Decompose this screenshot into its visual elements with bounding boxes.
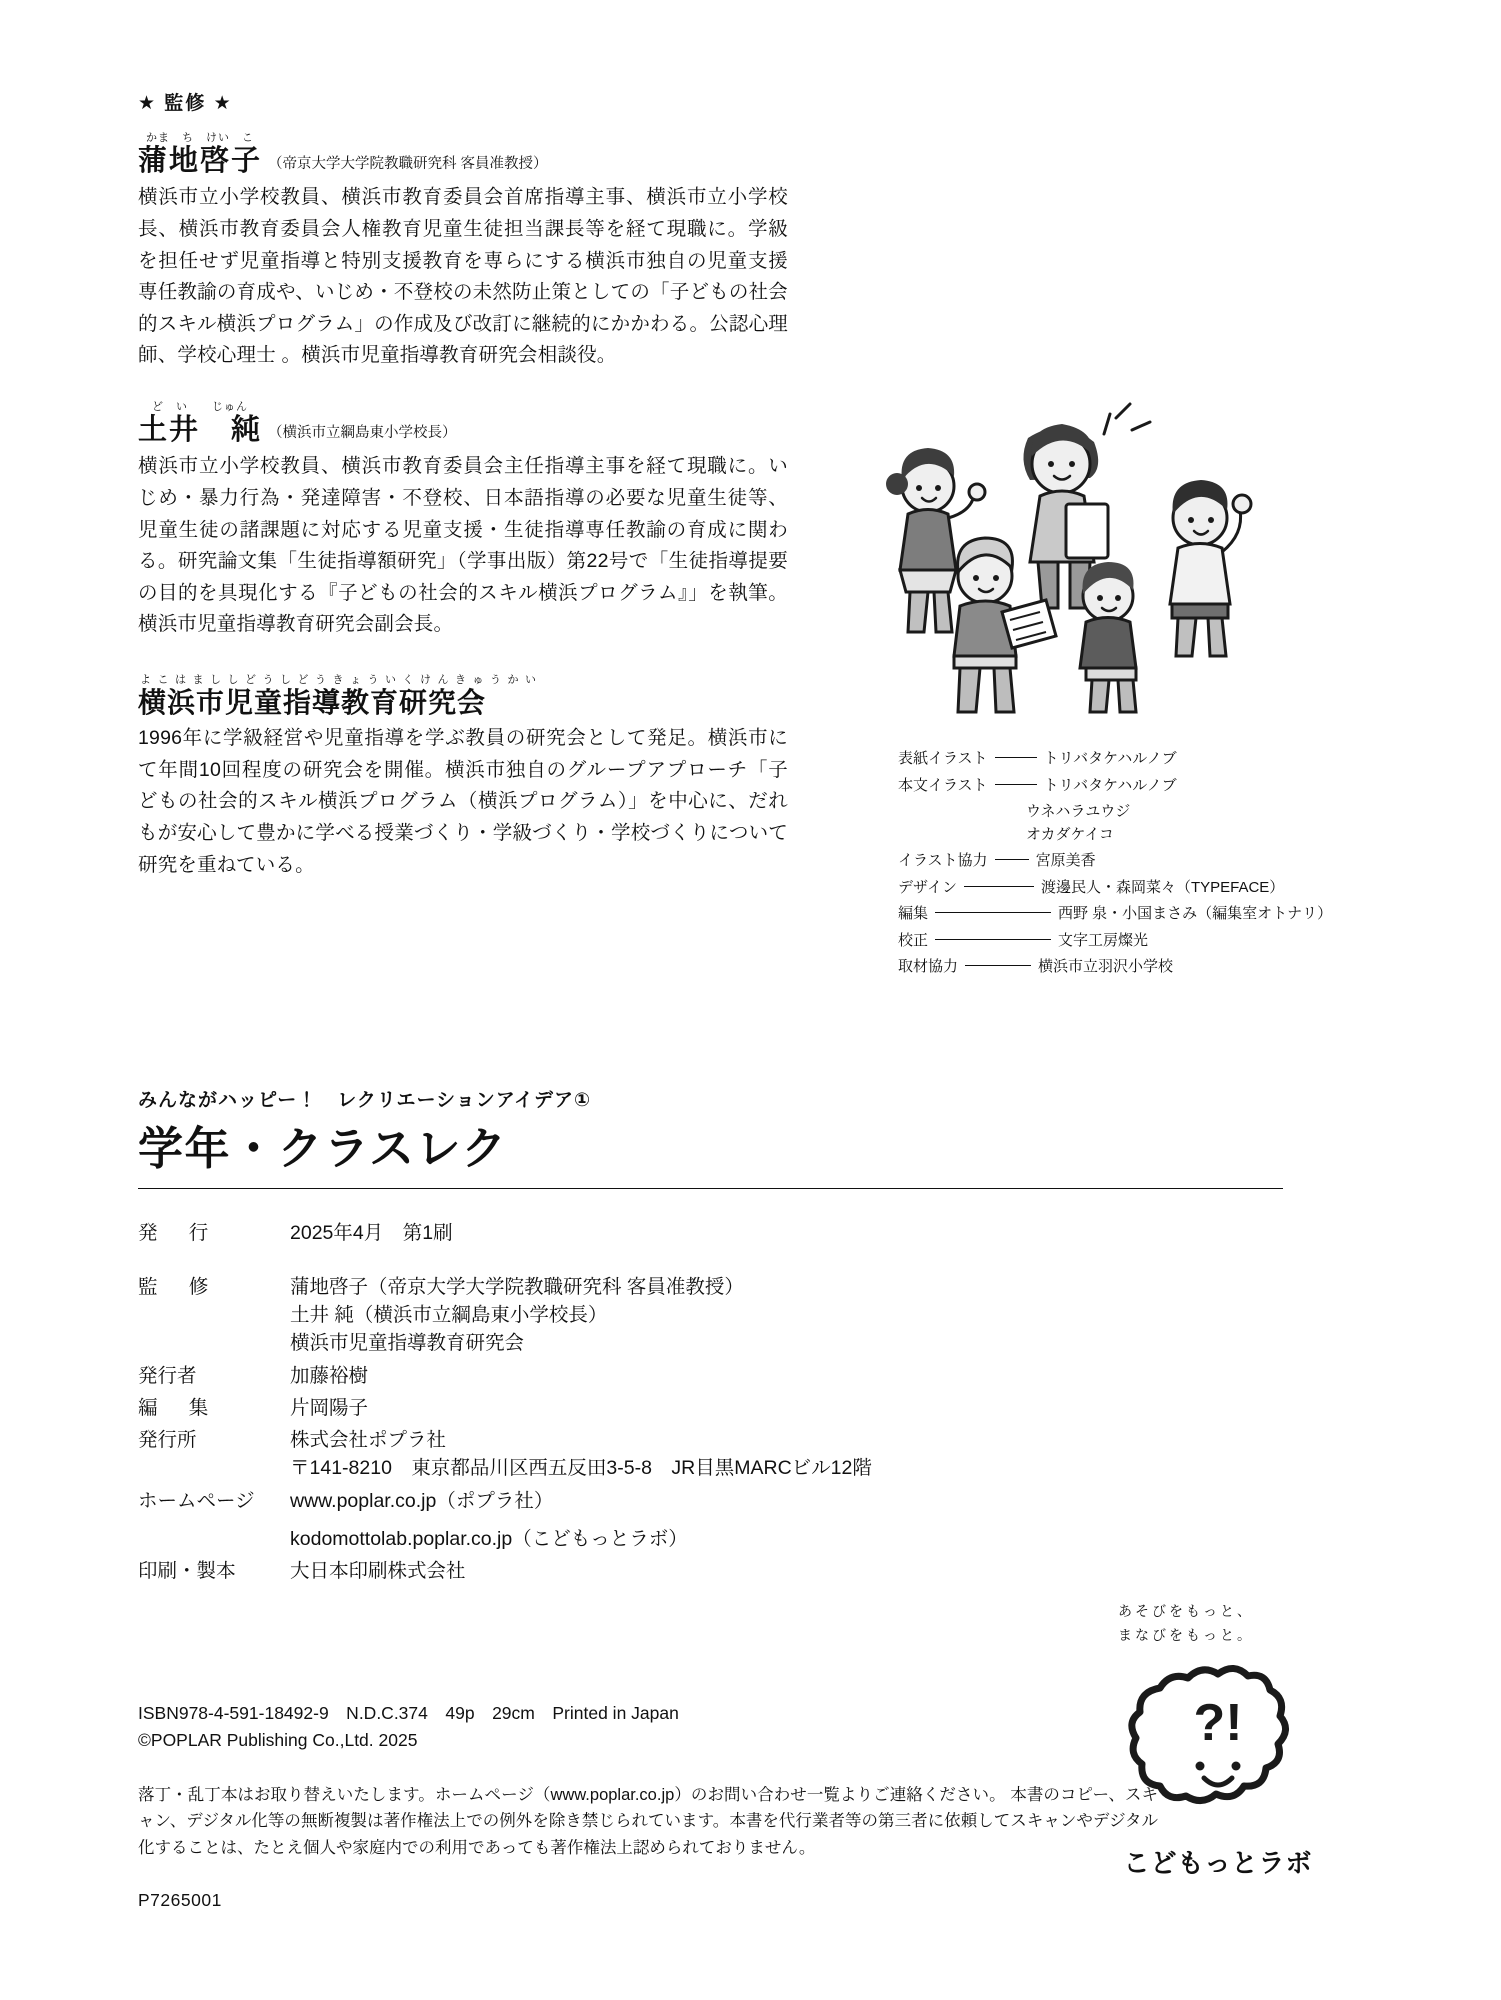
ruby-group — [138, 133, 262, 176]
credit-label: 表紙イラスト — [898, 750, 988, 767]
credit-row — [898, 775, 1378, 798]
series-label: みんながハッピー！ レクリエーションアイデア① — [138, 1090, 592, 1111]
dash-rule — [964, 877, 1034, 887]
credit-row — [898, 877, 1378, 900]
credit-label: イラスト協力 — [898, 852, 988, 869]
homepage-link[interactable]: www.poplar.co.jp（ポプラ社） — [290, 1489, 554, 1512]
supervisor-name-row — [138, 133, 788, 176]
logo-tagline-line2: まなびをもっと。 — [1118, 1626, 1254, 1643]
credit-value: トリバタケハルノブ — [1043, 776, 1177, 794]
credit-value: 文字工房燦光 — [1058, 931, 1149, 949]
credit-label: 校正 — [898, 931, 929, 949]
credit-subvalue: ウネハラユウジ — [1026, 803, 1131, 820]
detail-label: 監 修 — [138, 1275, 215, 1298]
research-group-name: 横浜市児童指導教育研究会 — [138, 686, 487, 718]
detail-row — [138, 1487, 1278, 1554]
detail-label: 発 行 — [138, 1221, 215, 1244]
detail-row — [138, 1557, 1278, 1585]
dash-rule — [995, 850, 1029, 860]
legal-notice: 落丁・乱丁本はお取り替えいたします。ホームページ（www.poplar.co.jp）のお問い合わせ一覧よりご連絡ください。 本書のコピー、スキャン、デジタル化等の無断複製は著作権法上での例外を除き禁じられています。本書を代行業者等の第三者に依頼してスキャンやデジタル化することは、たとえ個人や家庭内での利用であっても著作権法上認められておりません。 — [138, 1786, 1158, 1857]
detail-value-sub: 〒141-8210 東京都品川区西五反田3-5-8 JR目黒MARCビル12階 — [290, 1457, 872, 1480]
supervisors-heading: ★ 監修 ★ — [138, 93, 233, 114]
book-title: 学年・クラスレク — [138, 1123, 508, 1174]
children-illustration — [880, 400, 1300, 720]
group-ruby-text: よこはまししどうしどうきょういくけんきゅうかい — [140, 673, 543, 686]
credit-row — [898, 930, 1378, 953]
detail-label: 印刷・製本 — [138, 1560, 236, 1583]
credit-row — [898, 850, 1378, 873]
logo-name: こどもっとラボ — [1123, 1847, 1313, 1878]
dash-rule — [935, 903, 1051, 913]
credit-label: 編集 — [898, 905, 929, 922]
credit-label: 取材協力 — [898, 958, 959, 975]
detail-value-main: 株式会社ポプラ社 — [290, 1429, 447, 1452]
credit-row — [898, 748, 1378, 771]
supervisors-section — [138, 88, 788, 881]
supervisor-name: 蒲地啓子 — [138, 145, 263, 177]
detail-row — [138, 1426, 1278, 1483]
detail-value-main: 蒲地啓子（帝京大学大学院教職研究科 客員准教授） — [290, 1275, 744, 1298]
credit-value: 横浜市立羽沢小学校 — [1038, 958, 1174, 975]
supervisor-affiliation: （帝京大学大学院教職研究科 客員准教授） — [268, 156, 548, 173]
detail-row — [138, 1273, 1278, 1358]
logo-tagline — [1118, 1600, 1328, 1648]
dash-rule — [995, 748, 1037, 758]
credit-value: トリバタケハルノブ — [1043, 750, 1177, 767]
supervisor-entry — [138, 402, 788, 641]
research-group-entry — [138, 671, 788, 881]
copyright-line: ©POPLAR Publishing Co.,Ltd. 2025 — [138, 1730, 418, 1751]
detail-label: ホームページ — [138, 1489, 255, 1512]
ruby-group — [138, 402, 262, 445]
divider — [138, 1188, 1283, 1189]
publication-details — [138, 1219, 1278, 1586]
credit-value: 渡邊民人・森岡菜々（TYPEFACE） — [1040, 878, 1285, 896]
isbn-block — [138, 1700, 679, 1754]
isbn-line: ISBN978-4-591-18492-9 N.D.C.374 49p 29cm Printed in Japan — [138, 1703, 679, 1723]
detail-label: 編 集 — [138, 1396, 215, 1419]
detail-label: 発行者 — [138, 1364, 197, 1387]
detail-value: 片岡陽子 — [290, 1396, 369, 1419]
ruby-text: かま ち けい こ — [146, 132, 254, 144]
detail-value — [290, 1487, 1278, 1554]
research-group-bio: 1996年に学級経営や児童指導を学ぶ教員の研究会として発足。横浜市にて年間10回程度の研究会を開催。横浜市独自のグループアプローチ「子どもの社会的スキル横浜プログラム（横浜プログラム）」を中心に、だれもが安心して豊かに学べる授業づくり・学級づくり・学校づくりについて研究を重ねている。 — [138, 727, 788, 876]
detail-value: 2025年4月 第1刷 — [290, 1221, 453, 1244]
detail-value-sub: 土井 純（横浜市立綱島東小学校長） — [290, 1304, 608, 1327]
credit-label: デザイン — [898, 878, 957, 896]
colophon-section — [138, 1085, 1278, 1589]
credit-label: 本文イラスト — [898, 776, 988, 794]
detail-value — [290, 1273, 1278, 1358]
supervisor-bio: 横浜市立小学校教員、横浜市教育委員会首席指導主事、横浜市立小学校長、横浜市教育委員会人権教育児童生徒担当課長等を経て現職に。学級を担任せず児童指導と特別支援教育を専らにする横浜市独自の児童支援専任教諭の育成や、いじめ・不登校の未然防止策としての「子どもの社会的スキル横浜プログラム」の作成及び改訂に継続的にかかわる。公認心理師、学校心理士 。横浜市児童指導教育研究会相談役。 — [138, 186, 788, 367]
publisher-logo — [1108, 1600, 1328, 1880]
blob-mark-icon — [1118, 1662, 1318, 1832]
detail-value-sub: 横浜市児童指導教育研究会 — [290, 1332, 525, 1355]
detail-row — [138, 1394, 1278, 1422]
question-exclaim-glyph: ?! — [1193, 1693, 1243, 1752]
ruby-text: ど い じゅん — [152, 400, 248, 413]
spacer — [138, 641, 788, 671]
supervisor-entry — [138, 133, 788, 372]
credit-row — [898, 956, 1378, 979]
supervisor-bio: 横浜市立小学校教員、横浜市教育委員会主任指導主事を経て現職に。いじめ・暴力行為・発達障害・不登校、日本語指導の必要な児童生徒等、児童生徒の諸課題に対応する児童支援・生徒指導専任教諭の育成に関わる。研究論文集「生徒指導額研究」（学事出版）第22号で「生徒指導提要の目的を具現化する『子どもの社会的スキル横浜プログラム』」を執筆。横浜市児童指導教育研究会副会長。 — [138, 455, 788, 636]
credits-list — [898, 748, 1378, 983]
dash-rule — [935, 930, 1051, 940]
credit-subvalue: オカダケイコ — [1026, 825, 1114, 843]
dash-rule — [995, 775, 1037, 785]
credit-row — [898, 903, 1378, 926]
detail-label: 発行所 — [138, 1429, 197, 1452]
product-code: P7265001 — [138, 1890, 222, 1910]
logo-tagline-line1: あそびをもっと、 — [1118, 1603, 1254, 1619]
credit-value: 西野 泉・小国まさみ（編集室オトナリ） — [1058, 905, 1333, 922]
supervisor-affiliation: （横浜市立綱島東小学校長） — [268, 425, 457, 442]
credit-value: 宮原美香 — [1035, 852, 1096, 869]
dash-rule — [965, 956, 1031, 966]
supervisor-name-row — [138, 402, 788, 445]
detail-value: 大日本印刷株式会社 — [290, 1560, 466, 1583]
detail-row — [138, 1219, 1278, 1247]
detail-row — [138, 1362, 1278, 1390]
spacer — [138, 372, 788, 402]
supervisor-name: 土井 純 — [138, 413, 263, 446]
detail-value: 加藤裕樹 — [290, 1364, 369, 1387]
lab-homepage-link[interactable]: kodomottolab.poplar.co.jp（こどもっとラボ） — [290, 1527, 688, 1550]
detail-value — [290, 1426, 1278, 1483]
